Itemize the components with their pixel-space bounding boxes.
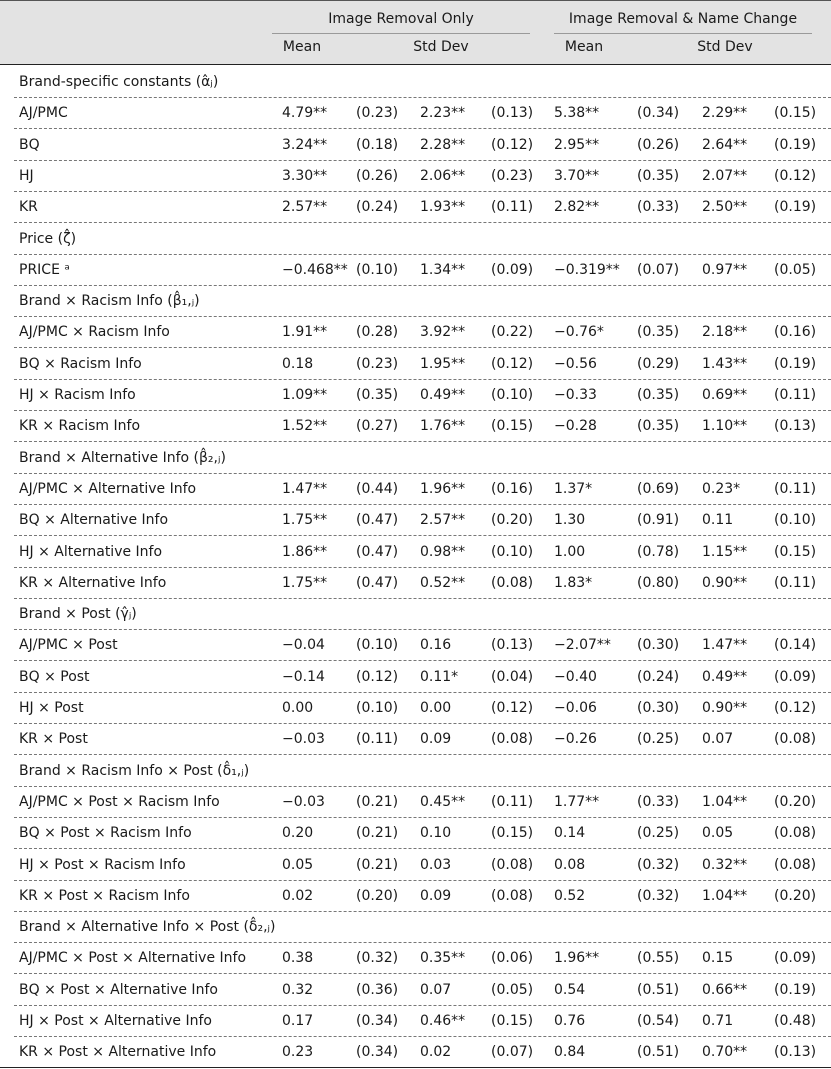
mean-se-1: (0.47)	[356, 574, 399, 591]
std-estimate-1: 0.00	[420, 700, 452, 716]
table-row	[0, 724, 831, 755]
mean-estimate-2: −0.56	[554, 355, 597, 372]
row-label: KR × Post × Alternative Info	[19, 1044, 217, 1061]
row-label: AJ/PMC × Post	[19, 637, 118, 654]
section-row	[0, 286, 831, 317]
section-row	[0, 912, 831, 943]
row-label: HJ × Post	[19, 700, 84, 716]
std-se-1: (0.23)	[491, 167, 534, 184]
mean-estimate-1: 1.91**	[282, 324, 328, 341]
mean-estimate-1: 0.02	[282, 887, 314, 904]
std-estimate-1: 1.76**	[420, 418, 466, 435]
mean-estimate-2: 1.83*	[554, 574, 593, 591]
std-estimate-2: 2.50**	[702, 199, 748, 216]
mean-estimate-2: 0.52	[554, 887, 586, 904]
mean-estimate-2: 1.00	[554, 543, 586, 560]
mean-se-1: (0.28)	[356, 324, 399, 341]
mean-estimate-1: 0.05	[282, 856, 314, 873]
std-se-2: (0.15)	[774, 543, 817, 560]
mean-se-2: (0.33)	[637, 793, 680, 810]
row-label: AJ/PMC	[19, 105, 68, 122]
std-estimate-1: 0.02	[420, 1044, 452, 1061]
std-estimate-1: 3.92**	[420, 324, 466, 341]
top-rule	[0, 0, 831, 1]
mean-se-2: (0.35)	[637, 387, 680, 403]
mean-se-2: (0.30)	[637, 700, 680, 716]
mean-estimate-1: −0.03	[282, 793, 325, 810]
mean-estimate-2: 1.37*	[554, 480, 593, 497]
std-se-2: (0.12)	[774, 700, 817, 716]
group1-underline	[272, 33, 530, 34]
std-se-2: (0.05)	[774, 261, 817, 278]
mean-estimate-1: 0.00	[282, 700, 314, 716]
std-estimate-2: 2.07**	[702, 167, 748, 184]
std-se-2: (0.09)	[774, 950, 817, 967]
mean-se-2: (0.51)	[637, 981, 680, 998]
mean-se-1: (0.10)	[356, 700, 399, 716]
mean-se-2: (0.29)	[637, 355, 680, 372]
mean-estimate-2: 2.82**	[554, 199, 600, 216]
mean-se-1: (0.18)	[356, 136, 399, 153]
mean-estimate-2: −0.319**	[554, 261, 620, 278]
table-row	[0, 693, 831, 724]
mean-estimate-2: −2.07**	[554, 637, 611, 654]
mean-se-1: (0.23)	[356, 355, 399, 372]
row-label: BQ × Post × Alternative Info	[19, 981, 218, 998]
mean-estimate-1: 1.86**	[282, 543, 328, 560]
row-label: KR × Post × Racism Info	[19, 887, 190, 904]
mean-estimate-1: 1.47**	[282, 480, 328, 497]
mean-estimate-1: −0.03	[282, 731, 325, 748]
mean-se-2: (0.51)	[637, 1044, 680, 1061]
group-header-image-removal-only: Image Removal Only	[328, 11, 474, 27]
mean-se-2: (0.54)	[637, 1013, 680, 1029]
std-se-1: (0.08)	[491, 731, 534, 748]
table-row	[0, 818, 831, 849]
mean-estimate-1: 3.30**	[282, 167, 328, 184]
std-estimate-2: 2.64**	[702, 136, 748, 153]
mean-estimate-1: 3.24**	[282, 136, 328, 153]
std-se-2: (0.10)	[774, 512, 817, 529]
mean-estimate-1: 1.09**	[282, 387, 328, 403]
std-se-2: (0.19)	[774, 981, 817, 998]
section-row	[0, 224, 831, 255]
row-label: HJ	[19, 167, 34, 184]
section-label: Brand × Alternative Info (β̂₂,ⱼ)	[19, 449, 226, 466]
row-label: KR × Racism Info	[19, 418, 141, 435]
table-row	[0, 662, 831, 693]
std-se-1: (0.07)	[491, 1044, 534, 1061]
row-label: AJ/PMC × Alternative Info	[19, 480, 197, 497]
std-se-2: (0.11)	[774, 574, 817, 591]
std-se-1: (0.22)	[491, 324, 534, 341]
std-estimate-1: 0.98**	[420, 543, 466, 560]
std-se-1: (0.08)	[491, 574, 534, 591]
std-estimate-1: 2.23**	[420, 105, 466, 122]
table-row	[0, 411, 831, 442]
mean-se-1: (0.36)	[356, 981, 399, 998]
mean-se-2: (0.34)	[637, 105, 680, 122]
table-row	[0, 98, 831, 129]
mean-estimate-2: 0.14	[554, 825, 586, 842]
mean-se-1: (0.10)	[356, 637, 399, 654]
std-se-2: (0.15)	[774, 105, 817, 122]
std-estimate-2: 0.23*	[702, 480, 741, 497]
std-se-1: (0.10)	[491, 543, 534, 560]
mean-se-2: (0.25)	[637, 825, 680, 842]
mean-estimate-2: −0.26	[554, 731, 597, 748]
row-label: PRICE ᵃ	[19, 261, 70, 278]
mean-se-1: (0.24)	[356, 199, 399, 216]
std-estimate-1: 0.03	[420, 856, 452, 873]
mean-se-2: (0.80)	[637, 574, 680, 591]
mean-estimate-1: 0.17	[282, 1013, 314, 1029]
mean-estimate-2: 1.96**	[554, 950, 600, 967]
std-estimate-2: 0.70**	[702, 1044, 748, 1061]
mean-estimate-2: 0.08	[554, 856, 586, 873]
std-se-2: (0.09)	[774, 668, 817, 685]
table-row	[0, 975, 831, 1006]
std-estimate-2: 0.11	[702, 512, 734, 529]
table-row	[0, 568, 831, 599]
mean-estimate-2: −0.33	[554, 387, 597, 403]
std-estimate-1: 0.49**	[420, 387, 466, 403]
mean-estimate-2: −0.28	[554, 418, 597, 435]
std-se-1: (0.04)	[491, 668, 534, 685]
section-label: Brand × Racism Info × Post (δ̂₁,ⱼ)	[19, 762, 250, 779]
mean-estimate-1: 0.23	[282, 1044, 314, 1061]
mean-se-2: (0.24)	[637, 668, 680, 685]
std-se-1: (0.15)	[491, 825, 534, 842]
std-estimate-2: 0.07	[702, 731, 734, 748]
std-se-2: (0.14)	[774, 637, 817, 654]
mean-estimate-1: 0.20	[282, 825, 314, 842]
mean-se-1: (0.23)	[356, 105, 399, 122]
table-row	[0, 317, 831, 348]
row-label: AJ/PMC × Post × Racism Info	[19, 793, 220, 810]
mean-estimate-1: −0.468**	[282, 261, 348, 278]
mean-se-1: (0.34)	[356, 1044, 399, 1061]
mean-estimate-2: 1.77**	[554, 793, 600, 810]
subheader-std-1: Std Dev	[413, 39, 469, 55]
std-se-1: (0.11)	[491, 793, 534, 810]
std-se-1: (0.12)	[491, 355, 534, 372]
mean-estimate-2: −0.06	[554, 700, 597, 716]
mean-se-2: (0.78)	[637, 543, 680, 560]
mean-se-1: (0.11)	[356, 731, 399, 748]
std-estimate-1: 0.11*	[420, 668, 459, 685]
table-row	[0, 380, 831, 411]
std-estimate-1: 0.45**	[420, 793, 466, 810]
mean-se-2: (0.07)	[637, 261, 680, 278]
std-se-2: (0.16)	[774, 324, 817, 341]
table-row	[0, 505, 831, 536]
row-label: KR × Alternative Info	[19, 574, 167, 591]
std-estimate-2: 1.04**	[702, 887, 748, 904]
table-row	[0, 630, 831, 661]
section-row	[0, 443, 831, 474]
std-se-2: (0.19)	[774, 199, 817, 216]
table-row	[0, 881, 831, 912]
std-estimate-2: 1.15**	[702, 543, 748, 560]
std-estimate-1: 2.28**	[420, 136, 466, 153]
std-estimate-1: 0.10	[420, 825, 452, 842]
std-se-2: (0.19)	[774, 355, 817, 372]
row-label: BQ	[19, 136, 40, 153]
std-estimate-1: 0.52**	[420, 574, 466, 591]
std-estimate-2: 0.97**	[702, 261, 748, 278]
mean-estimate-1: 2.57**	[282, 199, 328, 216]
table-row	[0, 474, 831, 505]
table-row	[0, 130, 831, 161]
row-label: BQ × Racism Info	[19, 355, 142, 372]
std-estimate-1: 2.06**	[420, 167, 466, 184]
group-header-image-removal-name-change: Image Removal & Name Change	[568, 11, 798, 27]
mean-se-1: (0.35)	[356, 387, 399, 403]
section-label: Brand × Alternative Info × Post (δ̂₂,ⱼ)	[19, 919, 276, 936]
mean-se-2: (0.25)	[637, 731, 680, 748]
std-estimate-1: 0.07	[420, 981, 452, 998]
mean-se-2: (0.32)	[637, 856, 680, 873]
section-label: Price (ζ̂)	[19, 230, 77, 247]
std-se-2: (0.19)	[774, 136, 817, 153]
mean-se-2: (0.26)	[637, 136, 680, 153]
mean-se-1: (0.21)	[356, 856, 399, 873]
std-estimate-1: 0.09	[420, 731, 452, 748]
mean-se-2: (0.30)	[637, 637, 680, 654]
std-estimate-2: 1.47**	[702, 637, 748, 654]
std-se-2: (0.11)	[774, 387, 817, 403]
table-row	[0, 255, 831, 286]
std-se-1: (0.15)	[491, 1013, 534, 1029]
mean-se-1: (0.44)	[356, 480, 399, 497]
std-se-1: (0.12)	[491, 136, 534, 153]
std-estimate-1: 0.09	[420, 887, 452, 904]
mean-se-1: (0.26)	[356, 167, 399, 184]
section-label: Brand × Post (γ̂ⱼ)	[19, 606, 137, 623]
mean-estimate-2: 1.30	[554, 512, 586, 529]
mean-se-2: (0.33)	[637, 199, 680, 216]
subheader-mean-2: Mean	[564, 39, 604, 55]
mean-estimate-2: 0.84	[554, 1044, 586, 1061]
section-row	[0, 756, 831, 787]
mean-estimate-1: −0.04	[282, 637, 325, 654]
mean-estimate-1: −0.14	[282, 668, 325, 685]
row-label: AJ/PMC × Racism Info	[19, 324, 170, 341]
row-label: HJ × Post × Racism Info	[19, 856, 186, 873]
mean-estimate-1: 4.79**	[282, 105, 328, 122]
mean-estimate-2: 0.54	[554, 981, 586, 998]
table-row	[0, 349, 831, 380]
std-se-2: (0.20)	[774, 793, 817, 810]
mean-se-1: (0.12)	[356, 668, 399, 685]
row-label: BQ × Alternative Info	[19, 512, 169, 529]
std-estimate-1: 1.96**	[420, 480, 466, 497]
mean-estimate-1: 1.52**	[282, 418, 328, 435]
std-se-1: (0.12)	[491, 700, 534, 716]
std-se-1: (0.08)	[491, 887, 534, 904]
mean-estimate-1: 0.38	[282, 950, 314, 967]
std-se-1: (0.05)	[491, 981, 534, 998]
mean-estimate-2: 5.38**	[554, 105, 600, 122]
mean-se-2: (0.35)	[637, 324, 680, 341]
section-label: Brand-specific constants (α̂ⱼ)	[19, 74, 219, 90]
table-row	[0, 850, 831, 881]
std-se-2: (0.08)	[774, 825, 817, 842]
mean-se-1: (0.21)	[356, 793, 399, 810]
std-se-1: (0.13)	[491, 105, 534, 122]
std-se-1: (0.08)	[491, 856, 534, 873]
mean-se-1: (0.32)	[356, 950, 399, 967]
std-estimate-2: 1.04**	[702, 793, 748, 810]
table-row	[0, 537, 831, 568]
std-se-2: (0.48)	[774, 1013, 817, 1029]
row-label: KR	[19, 199, 38, 216]
std-estimate-2: 1.10**	[702, 418, 748, 435]
mean-se-1: (0.21)	[356, 825, 399, 842]
std-estimate-1: 0.46**	[420, 1013, 466, 1029]
std-se-2: (0.12)	[774, 167, 817, 184]
std-estimate-2: 0.71	[702, 1013, 734, 1029]
std-estimate-2: 0.32**	[702, 856, 748, 873]
section-row	[0, 67, 831, 98]
std-estimate-2: 0.90**	[702, 574, 748, 591]
std-se-1: (0.10)	[491, 387, 534, 403]
mean-se-2: (0.32)	[637, 887, 680, 904]
table-row	[0, 1006, 831, 1037]
table-row	[0, 943, 831, 974]
mean-se-2: (0.55)	[637, 950, 680, 967]
std-se-2: (0.13)	[774, 418, 817, 435]
std-se-1: (0.15)	[491, 418, 534, 435]
mean-estimate-2: 2.95**	[554, 136, 600, 153]
mean-estimate-2: −0.76*	[554, 324, 604, 341]
std-se-2: (0.08)	[774, 731, 817, 748]
table-row	[0, 787, 831, 818]
section-label: Brand × Racism Info (β̂₁,ⱼ)	[19, 293, 200, 310]
std-se-1: (0.16)	[491, 480, 534, 497]
std-estimate-2: 1.43**	[702, 355, 748, 372]
row-label: HJ × Racism Info	[19, 387, 136, 403]
mean-se-1: (0.47)	[356, 512, 399, 529]
std-estimate-2: 0.66**	[702, 981, 748, 998]
table-row	[0, 161, 831, 192]
std-estimate-1: 1.34**	[420, 261, 466, 278]
mean-se-2: (0.35)	[637, 418, 680, 435]
mean-se-1: (0.47)	[356, 543, 399, 560]
mean-estimate-1: 1.75**	[282, 574, 328, 591]
table-row	[0, 1037, 831, 1068]
mean-estimate-2: 0.76	[554, 1013, 586, 1029]
row-label: KR × Post	[19, 731, 88, 748]
mean-estimate-1: 0.18	[282, 355, 314, 372]
std-se-1: (0.09)	[491, 261, 534, 278]
std-se-2: (0.08)	[774, 856, 817, 873]
std-estimate-2: 0.49**	[702, 668, 748, 685]
mean-se-2: (0.35)	[637, 167, 680, 184]
std-estimate-2: 0.90**	[702, 700, 748, 716]
mean-se-1: (0.10)	[356, 261, 399, 278]
std-estimate-2: 2.29**	[702, 105, 748, 122]
std-estimate-2: 0.69**	[702, 387, 748, 403]
std-se-2: (0.20)	[774, 887, 817, 904]
std-estimate-2: 0.15	[702, 950, 734, 967]
mean-estimate-2: −0.40	[554, 668, 597, 685]
mean-se-1: (0.34)	[356, 1013, 399, 1029]
mean-se-1: (0.27)	[356, 418, 399, 435]
std-se-1: (0.06)	[491, 950, 534, 967]
mean-estimate-2: 3.70**	[554, 167, 600, 184]
row-label: HJ × Alternative Info	[19, 543, 163, 560]
std-estimate-2: 0.05	[702, 825, 734, 842]
std-se-1: (0.13)	[491, 637, 534, 654]
header-rule	[0, 64, 831, 65]
std-se-1: (0.20)	[491, 512, 534, 529]
mean-se-2: (0.91)	[637, 512, 680, 529]
subheader-mean-1: Mean	[282, 39, 322, 55]
std-estimate-1: 1.93**	[420, 199, 466, 216]
row-label: BQ × Post × Racism Info	[19, 825, 192, 842]
group2-underline	[554, 33, 812, 34]
std-estimate-1: 1.95**	[420, 355, 466, 372]
subheader-std-2: Std Dev	[697, 39, 753, 55]
mean-se-2: (0.69)	[637, 480, 680, 497]
std-se-2: (0.11)	[774, 480, 817, 497]
mean-estimate-1: 1.75**	[282, 512, 328, 529]
row-label: HJ × Post × Alternative Info	[19, 1013, 212, 1029]
bottom-rule	[0, 1067, 831, 1068]
std-estimate-2: 2.18**	[702, 324, 748, 341]
mean-se-1: (0.20)	[356, 887, 399, 904]
std-estimate-1: 2.57**	[420, 512, 466, 529]
table-row	[0, 192, 831, 223]
row-label: BQ × Post	[19, 668, 90, 685]
std-estimate-1: 0.16	[420, 637, 452, 654]
mean-estimate-1: 0.32	[282, 981, 314, 998]
section-row	[0, 599, 831, 630]
std-se-2: (0.13)	[774, 1044, 817, 1061]
row-label: AJ/PMC × Post × Alternative Info	[19, 950, 247, 967]
std-se-1: (0.11)	[491, 199, 534, 216]
std-estimate-1: 0.35**	[420, 950, 466, 967]
